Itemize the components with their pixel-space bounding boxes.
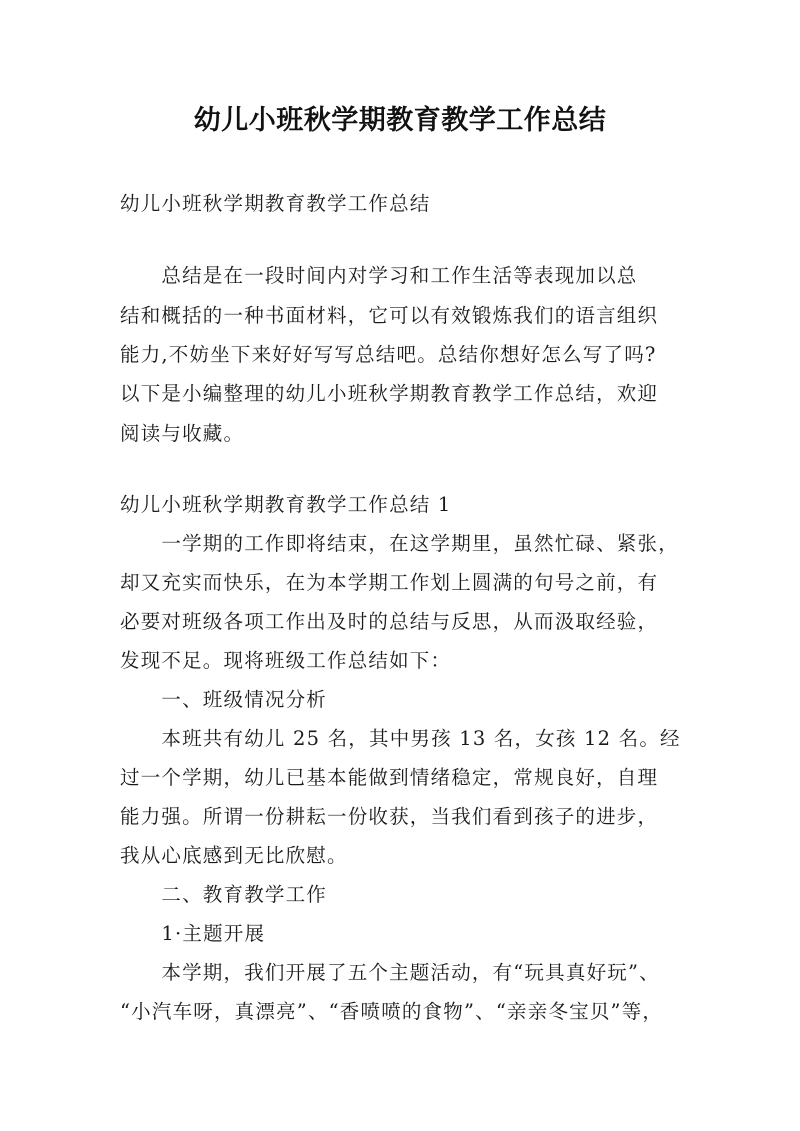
paragraph-line: 却又充实而快乐，在为本学期工作划上圆满的句号之前，有 [120, 571, 659, 594]
subsection-heading: 1·主题开展 [120, 922, 266, 945]
paragraph-line: 能力强。所谓一份耕耘一份收获，当我们看到孩子的进步， [120, 805, 659, 828]
paragraph-line: 总结是在一段时间内对学习和工作生活等表现加以总 [120, 264, 638, 287]
section-heading: 幼儿小班秋学期教育教学工作总结 1 [120, 493, 452, 516]
document-subtitle: 幼儿小班秋学期教育教学工作总结 [120, 192, 431, 215]
paragraph-line: 结和概括的一种书面材料，它可以有效锻炼我们的语言组织 [120, 304, 659, 327]
paragraph-line: 本学期，我们开展了五个主题活动，有“玩具真好玩”、 [120, 961, 660, 984]
paragraph-line: 我从心底感到无比欣慰。 [120, 844, 348, 867]
paragraph-line: 过一个学期，幼儿已基本能做到情绪稳定，常规良好，自理 [120, 766, 659, 789]
paragraph-line: 阅读与收藏。 [120, 422, 245, 445]
paragraph-line: 发现不足。现将班级工作总结如下： [120, 649, 452, 672]
subsection-heading: 二、教育教学工作 [120, 883, 328, 906]
paragraph-line: “小汽车呀，真漂亮”、“香喷喷的食物”、“亲亲冬宝贝”等， [120, 1000, 664, 1023]
paragraph-line: 必要对班级各项工作出及时的总结与反思，从而汲取经验， [120, 610, 659, 633]
subsection-heading: 一、班级情况分析 [120, 688, 328, 711]
paragraph-line: 能力,不妨坐下来好好写写总结吧。总结你想好怎么写了吗? [120, 343, 657, 366]
paragraph-line: 本班共有幼儿 25 名，其中男孩 13 名，女孩 12 名。经 [120, 727, 681, 750]
paragraph-line: 以下是小编整理的幼儿小班秋学期教育教学工作总结，欢迎 [120, 382, 659, 405]
document-title: 幼儿小班秋学期教育教学工作总结 [193, 105, 607, 136]
paragraph-line: 一学期的工作即将结束，在这学期里，虽然忙碌、紧张， [120, 532, 679, 555]
